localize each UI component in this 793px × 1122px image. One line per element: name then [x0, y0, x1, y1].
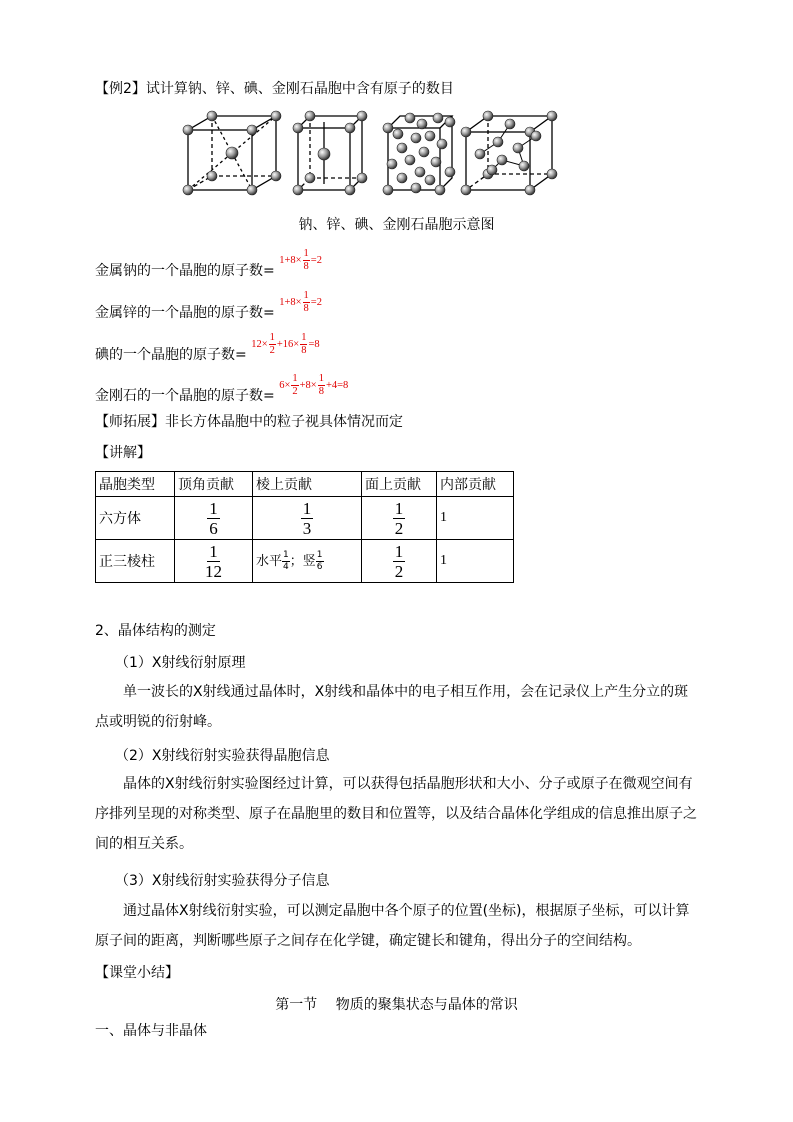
diamond-cell [461, 111, 557, 195]
answer-label: 金属钠的一个晶胞的原子数= [95, 263, 275, 279]
cell-inner: 1 [437, 540, 514, 583]
cell-inner: 1 [437, 497, 514, 540]
cell-face: $\frac{1}{2}$ [362, 540, 437, 583]
cell-edge: $\frac{1}{3}$ [253, 497, 362, 540]
summary-item1: 一、晶体与非晶体 [95, 1023, 207, 1039]
cell-edge: 水平 $\frac{1}{4}$ ；竖 $\frac{1}{6}$ [253, 540, 362, 583]
answer-sodium [95, 247, 322, 285]
answer-formula: 12× $\frac{1}{2}$ +16× $\frac{1}{8}$ =8 [251, 331, 320, 356]
table-row [96, 540, 514, 583]
section2-sub2: （2）X射线衍射实验获得晶胞信息 [115, 748, 330, 764]
answer-label: 金属锌的一个晶胞的原子数= [95, 305, 275, 321]
cell-face: $\frac{1}{2}$ [362, 497, 437, 540]
iodine-cell [383, 113, 455, 195]
cell-corner: $\frac{1}{6}$ [175, 497, 253, 540]
cell-type: 正三棱柱 [96, 540, 175, 583]
answer-label: 金刚石的一个晶胞的原子数= [95, 388, 275, 404]
teacher-extension [95, 411, 403, 431]
section2-p3: 通过晶体X射线衍射实验，可以测定晶胞中各个原子的位置(坐标)，根据原子坐标，可以计算原子间的距离，判断哪些原子之间存在化学键，确定键长和键角，得出分子的空间结构。 [95, 903, 690, 949]
section2-p1: 单一波长的X射线通过晶体时，X射线和晶体中的电子相互作用，会在记录仪上产生分立的斑点或明锐的衍射峰。 [95, 684, 689, 730]
answer-formula: 1+8× $\frac{1}{8}$ =2 [279, 247, 322, 272]
section2-p2: 晶体的X射线衍射实验图经过计算，可以获得包括晶胞形状和大小、分子或原子在微观空间有序排列呈现的对称类型、原子在晶胞里的数目和位置等，以及结合晶体化学组成的信息推出原子之间的相互关系。 [95, 776, 697, 852]
sodium-cell [183, 111, 281, 195]
example-question: 试计算钠、锌、碘、金刚石晶胞中含有原子的数目 [145, 81, 454, 97]
answer-label: 碘的一个晶胞的原子数= [95, 347, 247, 363]
zinc-cell [293, 111, 367, 195]
table-header: 顶角贡献 [175, 472, 253, 497]
section2-sub3: （3）X射线衍射实验获得分子信息 [115, 873, 330, 889]
table-header: 内部贡献 [437, 472, 514, 497]
section2-title: 2、晶体结构的测定 [95, 623, 216, 639]
answer-formula: 6× $\frac{1}{2}$ +8× $\frac{1}{8}$ +4=8 [279, 372, 349, 397]
table-row [96, 497, 514, 540]
cell-corner: $\frac{1}{12}$ [175, 540, 253, 583]
table-header: 棱上贡献 [253, 472, 362, 497]
contribution-table [95, 471, 514, 583]
teacher-ext-label: 【师拓展】 [95, 414, 165, 430]
teacher-ext-text: 非长方体晶胞中的粒子视具体情况而定 [165, 414, 403, 430]
crystal-cells-figure [180, 108, 560, 202]
summary-title: 第一节 物质的聚集状态与晶体的常识 [275, 997, 518, 1013]
answer-zinc [95, 289, 322, 327]
answer-formula: 1+8× $\frac{1}{8}$ =2 [279, 289, 322, 314]
cell-type: 六方体 [96, 497, 175, 540]
table-header-row [96, 472, 514, 497]
example-label: 【例2】 [95, 81, 146, 97]
section2-sub1: （1）X射线衍射原理 [115, 655, 246, 671]
table-header: 晶胞类型 [96, 472, 175, 497]
answer-iodine [95, 331, 320, 369]
answer-diamond [95, 372, 349, 410]
explain-label: 【讲解】 [95, 445, 151, 461]
example-line [95, 78, 454, 98]
summary-label: 【课堂小结】 [95, 965, 179, 981]
figure-caption: 钠、锌、碘、金刚石晶胞示意图 [298, 217, 495, 233]
table-header: 面上贡献 [362, 472, 437, 497]
